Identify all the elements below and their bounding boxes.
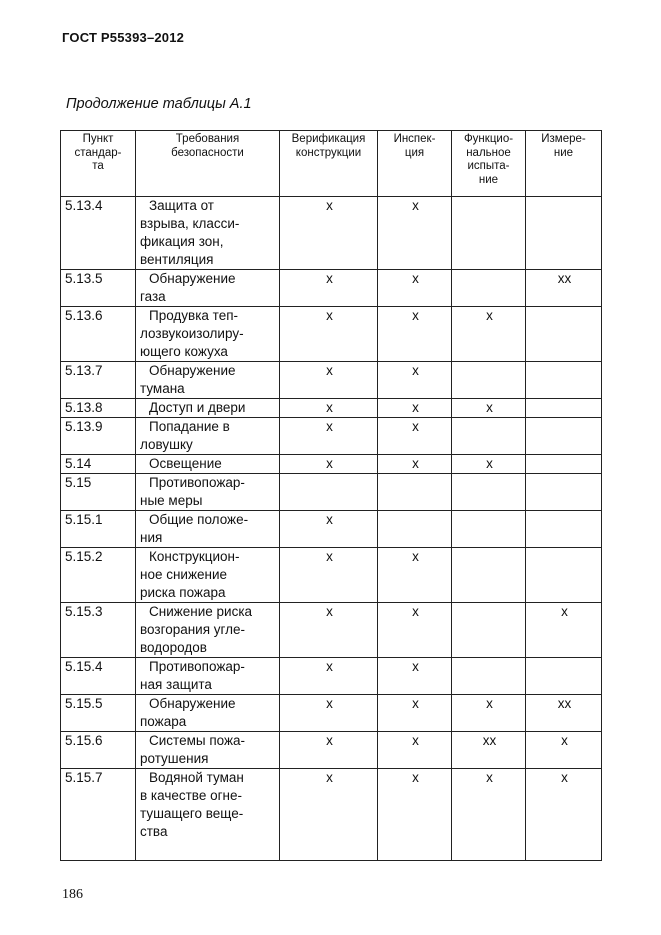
functional-test-cell	[452, 658, 526, 695]
requirement-text: Освещение	[149, 456, 222, 471]
requirement-text: Доступ и двери	[149, 400, 246, 415]
measurement-cell	[526, 511, 602, 548]
inspection-cell: x	[378, 658, 452, 695]
item-number-cell: 5.13.5	[61, 270, 136, 307]
requirement-text: Водяной туман в качестве огне- тушащего веще- ства	[140, 770, 244, 839]
measurement-cell	[526, 197, 602, 270]
table-caption: Продолжение таблицы А.1	[66, 96, 252, 112]
functional-test-cell: x	[452, 769, 526, 861]
design-verification-cell: x	[280, 362, 378, 399]
table-row	[61, 511, 602, 548]
measurement-cell	[526, 362, 602, 399]
item-number-cell: 5.13.6	[61, 307, 136, 362]
table-row	[61, 732, 602, 769]
table-row	[61, 418, 602, 455]
measurement-cell	[526, 418, 602, 455]
inspection-cell: x	[378, 732, 452, 769]
functional-test-cell	[452, 270, 526, 307]
item-number-cell: 5.15.2	[61, 548, 136, 603]
design-verification-cell: x	[280, 418, 378, 455]
page-number: 186	[62, 887, 83, 902]
functional-test-cell	[452, 511, 526, 548]
measurement-cell: x	[526, 603, 602, 658]
design-verification-cell: x	[280, 511, 378, 548]
table-row	[61, 769, 602, 861]
design-verification-cell	[280, 474, 378, 511]
inspection-cell	[378, 511, 452, 548]
inspection-cell: x	[378, 418, 452, 455]
table-row	[61, 197, 602, 270]
item-number-cell: 5.15.7	[61, 769, 136, 861]
measurement-cell: xx	[526, 695, 602, 732]
table-row	[61, 603, 602, 658]
design-verification-cell: x	[280, 399, 378, 418]
column-header-inspection: Инспек- ция	[378, 131, 452, 197]
functional-test-cell	[452, 603, 526, 658]
measurement-cell	[526, 548, 602, 603]
item-number-cell: 5.13.7	[61, 362, 136, 399]
table-row	[61, 695, 602, 732]
functional-test-cell	[452, 548, 526, 603]
measurement-cell	[526, 658, 602, 695]
requirement-cell	[136, 455, 280, 474]
inspection-cell: x	[378, 695, 452, 732]
inspection-cell: x	[378, 197, 452, 270]
column-header-functional-test: Функцио- нальное испыта- ние	[452, 131, 526, 197]
design-verification-cell: x	[280, 769, 378, 861]
table-row	[61, 362, 602, 399]
inspection-cell: x	[378, 362, 452, 399]
inspection-cell: x	[378, 307, 452, 362]
table-row	[61, 270, 602, 307]
item-number-cell: 5.15.3	[61, 603, 136, 658]
inspection-cell	[378, 474, 452, 511]
measurement-cell: x	[526, 769, 602, 861]
design-verification-cell: x	[280, 270, 378, 307]
requirement-text: Обнаружение пожара	[140, 696, 236, 729]
table-row	[61, 307, 602, 362]
inspection-cell: x	[378, 769, 452, 861]
requirements-table	[60, 130, 602, 861]
design-verification-cell: x	[280, 603, 378, 658]
requirement-text: Обнаружение газа	[140, 271, 236, 304]
measurement-cell	[526, 455, 602, 474]
requirement-cell	[136, 603, 280, 658]
functional-test-cell	[452, 418, 526, 455]
measurement-cell	[526, 307, 602, 362]
functional-test-cell: x	[452, 307, 526, 362]
requirement-cell	[136, 695, 280, 732]
item-number-cell: 5.13.8	[61, 399, 136, 418]
functional-test-cell: x	[452, 399, 526, 418]
functional-test-cell: x	[452, 455, 526, 474]
inspection-cell: x	[378, 399, 452, 418]
table-body	[61, 197, 602, 861]
column-header-design-verification: Верификация конструкции	[280, 131, 378, 197]
design-verification-cell: x	[280, 548, 378, 603]
document-header: ГОСТ Р55393–2012	[62, 30, 185, 45]
requirement-cell	[136, 474, 280, 511]
requirement-text: Конструкцион- ное снижение риска пожара	[140, 549, 240, 600]
requirement-cell	[136, 418, 280, 455]
requirement-text: Системы пожа- ротушения	[140, 733, 246, 766]
requirement-cell	[136, 658, 280, 695]
item-number-cell: 5.15.6	[61, 732, 136, 769]
inspection-cell: x	[378, 270, 452, 307]
requirement-cell	[136, 307, 280, 362]
table-row	[61, 548, 602, 603]
inspection-cell: x	[378, 455, 452, 474]
column-header-item: Пункт стандар- та	[61, 131, 136, 197]
table-row	[61, 455, 602, 474]
item-number-cell: 5.15.5	[61, 695, 136, 732]
requirement-cell	[136, 197, 280, 270]
measurement-cell	[526, 399, 602, 418]
functional-test-cell: x	[452, 695, 526, 732]
functional-test-cell: xx	[452, 732, 526, 769]
design-verification-cell: x	[280, 197, 378, 270]
requirement-cell	[136, 548, 280, 603]
item-number-cell: 5.13.9	[61, 418, 136, 455]
requirement-cell	[136, 399, 280, 418]
inspection-cell: x	[378, 548, 452, 603]
requirement-text: Общие положе- ния	[140, 512, 249, 545]
requirement-text: Продувка теп- лозвукоизолиру- ющего кожуха	[140, 308, 244, 359]
functional-test-cell	[452, 474, 526, 511]
requirement-cell	[136, 511, 280, 548]
column-header-requirements: Требования безопасности	[136, 131, 280, 197]
requirement-text: Снижение риска возгорания угле- водородов	[140, 604, 253, 655]
table-row	[61, 399, 602, 418]
functional-test-cell	[452, 362, 526, 399]
requirement-text: Противопожар- ные меры	[140, 475, 245, 508]
requirement-text: Защита от взрыва, класси- фикация зон, вентиляция	[140, 198, 240, 267]
measurement-cell: x	[526, 732, 602, 769]
design-verification-cell: x	[280, 455, 378, 474]
measurement-cell: xx	[526, 270, 602, 307]
design-verification-cell: x	[280, 732, 378, 769]
requirement-cell	[136, 362, 280, 399]
requirement-text: Попадание в ловушку	[140, 419, 230, 452]
item-number-cell: 5.13.4	[61, 197, 136, 270]
requirement-text: Противопожар- ная защита	[140, 659, 245, 692]
item-number-cell: 5.15.1	[61, 511, 136, 548]
requirement-text: Обнаружение тумана	[140, 363, 236, 396]
table-row	[61, 658, 602, 695]
requirement-cell	[136, 270, 280, 307]
measurement-cell	[526, 474, 602, 511]
requirement-cell	[136, 769, 280, 861]
design-verification-cell: x	[280, 695, 378, 732]
inspection-cell: x	[378, 603, 452, 658]
functional-test-cell	[452, 197, 526, 270]
item-number-cell: 5.15.4	[61, 658, 136, 695]
table-row	[61, 474, 602, 511]
requirement-cell	[136, 732, 280, 769]
column-header-measurement: Измере- ние	[526, 131, 602, 197]
table-header-row	[61, 131, 602, 197]
item-number-cell: 5.14	[61, 455, 136, 474]
design-verification-cell: x	[280, 307, 378, 362]
design-verification-cell: x	[280, 658, 378, 695]
item-number-cell: 5.15	[61, 474, 136, 511]
